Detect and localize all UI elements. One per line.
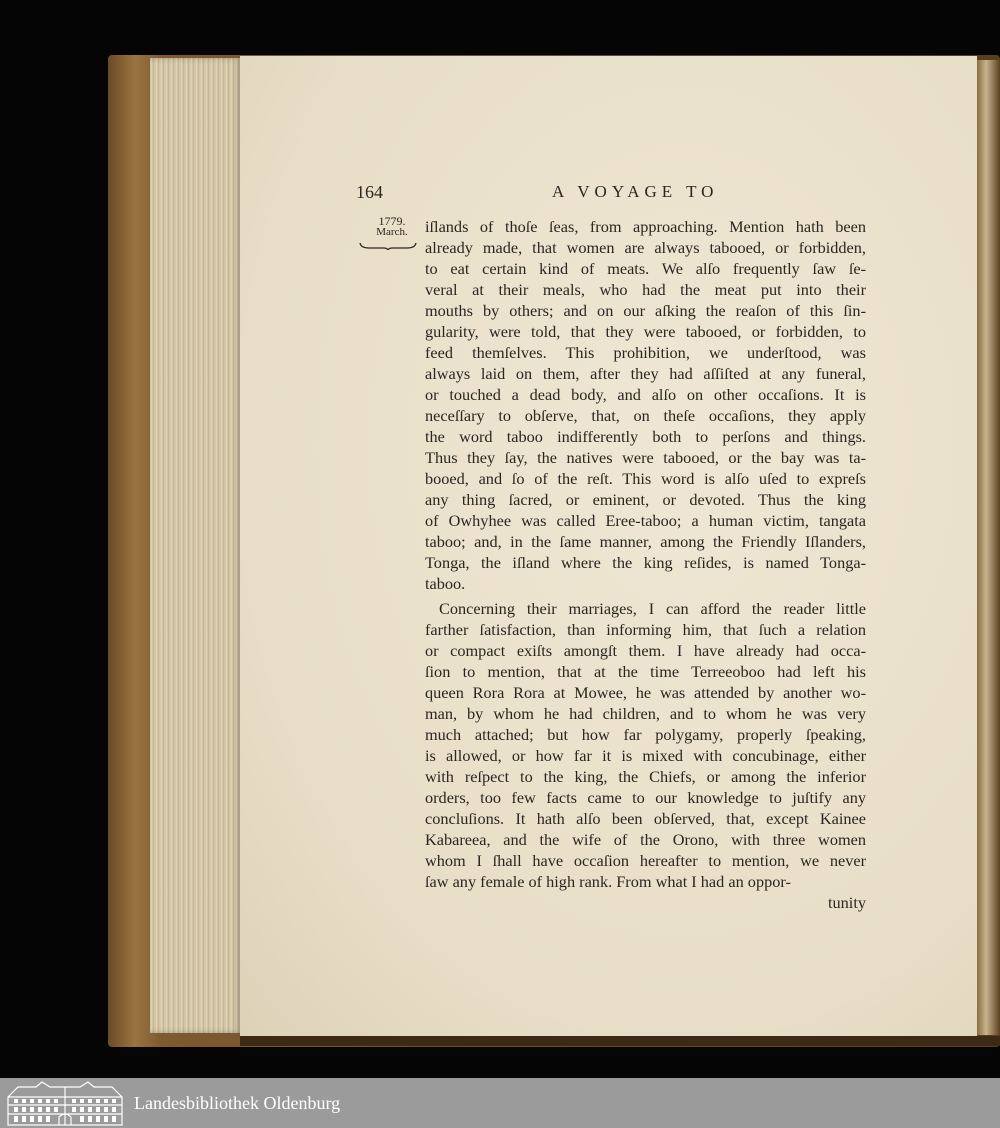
text-line: ſaw any female of high rank. From what I had an oppor-	[425, 872, 791, 891]
library-building-icon	[6, 1081, 124, 1126]
text-line: man, by whom he had children, and to whom he was very	[425, 704, 866, 723]
text-line: taboo; and, in the ſame manner, among the Friendly Iſlanders,	[425, 532, 866, 551]
text-line: of Owhyhee was called Eree-taboo; a human victim, tangata	[425, 511, 866, 530]
margin-month: March.	[376, 226, 408, 238]
text-line: iſlands of thoſe ſeas, from approaching. Mention hath been	[425, 217, 866, 236]
text-line: ſion to mention, that at the time Terreeoboo had left his	[425, 662, 866, 681]
running-title: A VOYAGE TO	[552, 182, 719, 201]
text-line: concluſions. It hath alſo been obſerved, that, except Kainee	[425, 809, 866, 828]
text-line: Thus they ſay, the natives were tabooed, or the bay was ta-	[425, 448, 866, 467]
page-edges	[150, 58, 242, 1033]
text-line: mouths by others; and on our aſking the reaſon of this ſin-	[425, 301, 866, 320]
running-head	[356, 182, 866, 204]
text-line: always laid on them, after they had aſſiſted at any funeral,	[425, 364, 866, 383]
text-line: booed, and ſo of the reſt. This word is alſo uſed to expreſs	[425, 469, 866, 488]
page-number: 164	[356, 182, 383, 202]
text-line: the word taboo indifferently both to perſons and things.	[425, 427, 866, 446]
text-line: Kabareea, and the wife of the Orono, with three women	[425, 830, 866, 849]
brace-icon	[359, 242, 417, 250]
text-line: is allowed, or how far it is mixed with concubinage, either	[425, 746, 866, 765]
text-line: or touched a dead body, and alſo on other occaſions. It is	[425, 385, 866, 404]
paragraph-2	[425, 598, 866, 892]
text-line: gularity, were told, that they were tabooed, or forbidden, to	[425, 322, 866, 341]
text-line: Tonga, the iſland where the king reſides, is named Tonga-	[425, 553, 866, 572]
text-line: or compact exiſts amongſt them. I have already had occa-	[425, 641, 866, 660]
paragraph-1	[425, 216, 866, 594]
text-line: taboo.	[425, 574, 466, 593]
text-line: neceſſary to obſerve, that, on theſe occaſions, they apply	[425, 406, 866, 425]
bottom-cover-edge	[240, 1036, 1000, 1046]
text-line: to eat certain kind of meats. We alſo frequently ſaw ſe-	[425, 259, 866, 278]
catchword: tunity	[828, 893, 866, 912]
right-page-edge	[977, 60, 1000, 1035]
text-line: Concerning their marriages, I can afford the reader little	[439, 599, 866, 618]
margin-date-note	[366, 216, 418, 238]
text-line: much attached; but how far polygamy, properly ſpeaking,	[425, 725, 866, 744]
body-text	[425, 216, 866, 913]
text-line: orders, too few facts came to our knowledge to juſtify any	[425, 788, 866, 807]
text-line: veral at their meals, who had the meat put into their	[425, 280, 866, 299]
text-line: whom I ſhall have occaſion hereafter to mention, we never	[425, 851, 866, 870]
text-line: with reſpect to the king, the Chiefs, or among the inferior	[425, 767, 866, 786]
library-name: Landesbibliothek Oldenburg	[134, 1093, 341, 1113]
text-line: queen Rora Rora at Mowee, he was attended by another wo-	[425, 683, 866, 702]
text-line: farther ſatisfaction, than informing him, that ſuch a relation	[425, 620, 866, 639]
text-line: any thing ſacred, or eminent, or devoted. Thus the king	[425, 490, 866, 509]
margin-year: 1779.	[378, 214, 406, 228]
text-line: feed themſelves. This prohibition, we underſtood, was	[425, 343, 866, 362]
text-line: already made, that women are always tabooed, or forbidden,	[425, 238, 866, 257]
